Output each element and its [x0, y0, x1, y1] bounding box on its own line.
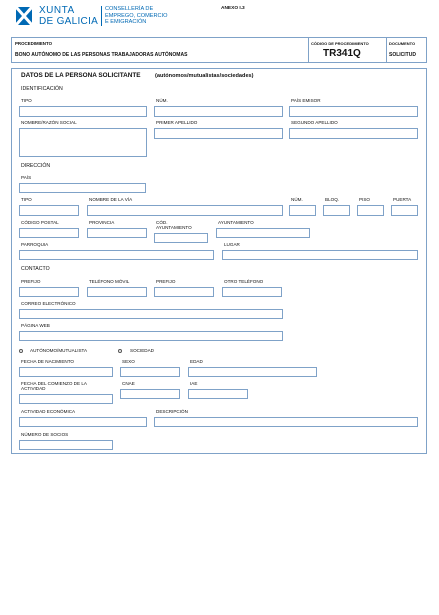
procedure-divider-1 [308, 38, 309, 62]
contacto-heading: CONTACTO [21, 266, 50, 272]
dir-pais-input[interactable] [19, 183, 146, 193]
fecha-nacimiento-label: FECHA DE NACIMIENTO [21, 359, 75, 364]
autonomo-radio[interactable] [19, 349, 23, 353]
sociedad-label: SOCIEDAD [130, 348, 154, 353]
dir-via-input[interactable] [87, 205, 283, 216]
org-name-line-2: DE GALICIA [39, 16, 99, 27]
form-title: DATOS DE LA PERSONA SOLICITANTE [21, 72, 141, 79]
edad-label: EDAD [190, 359, 203, 364]
pagina-web-label: PÁGINA WEB [21, 323, 50, 328]
descripcion-input[interactable] [154, 417, 418, 427]
sexo-label: SEXO [122, 359, 135, 364]
dir-puerta-input[interactable] [391, 205, 418, 216]
correo-input[interactable] [19, 309, 283, 319]
fecha-comienzo-input[interactable] [19, 394, 113, 404]
direccion-heading: DIRECCIÓN [21, 163, 51, 169]
form-title-note: (autónomos/mutualistas/sociedades) [155, 73, 254, 79]
fecha-comienzo-label-1: FECHA DEL COMIENZO DE LA [21, 381, 87, 386]
id-tipo-label: TIPO [21, 98, 32, 103]
edad-input[interactable] [188, 367, 317, 377]
provincia-input[interactable] [87, 228, 147, 238]
procedure-table [11, 37, 427, 63]
xunta-logo [16, 6, 176, 28]
fecha-nacimiento-input[interactable] [19, 367, 113, 377]
iae-input[interactable] [188, 389, 248, 399]
prefijo2-input[interactable] [154, 287, 214, 297]
nombre-input[interactable] [19, 128, 147, 157]
dir-bloq-label: BLOQ. [325, 197, 340, 202]
document-label: DOCUMENTO [389, 41, 416, 46]
id-num-label: NÚM. [156, 98, 168, 103]
dept-line-2: EMPREGO, COMERCIO [105, 12, 168, 19]
lugar-label: LUGAR [224, 242, 240, 247]
annex-label: ANEXO I.3 [221, 6, 245, 11]
lugar-input[interactable] [222, 250, 418, 260]
pagina-web-input[interactable] [19, 331, 283, 341]
otro-telefono-label: OTRO TELÉFONO [224, 279, 264, 284]
prefijo-label: PREFIJO [21, 279, 41, 284]
identificacion-heading: IDENTIFICACIÓN [21, 86, 63, 92]
codigo-postal-input[interactable] [19, 228, 79, 238]
prefijo-input[interactable] [19, 287, 79, 297]
dir-bloq-input[interactable] [323, 205, 350, 216]
cod-ayto-label-1: CÓD. [156, 220, 168, 225]
procedure-code-value: TR341Q [323, 48, 361, 59]
dir-tipo-input[interactable] [19, 205, 79, 216]
correo-label: CORREO ELECTRÓNICO [21, 301, 76, 306]
id-pais-emisor-input[interactable] [289, 106, 418, 117]
iae-label: IAE [190, 381, 198, 386]
logo-divider [101, 6, 102, 26]
cnae-input[interactable] [120, 389, 180, 399]
dir-via-label: NOMBRE DE LA VÍA [89, 197, 133, 202]
telefono-movil-input[interactable] [87, 287, 147, 297]
parroquia-input[interactable] [19, 250, 214, 260]
dir-tipo-label: TIPO [21, 197, 32, 202]
procedure-code-label: CÓDIGO DE PROCEDIMIENTO [311, 41, 369, 46]
dir-piso-label: PISO [359, 197, 370, 202]
primer-apellido-label: PRIMER APELLIDO [156, 120, 198, 125]
dept-line-1: CONSELLERÍA DE [105, 6, 154, 12]
dept-line-3: E EMIGRACIÓN [105, 19, 147, 25]
procedure-value: BONO AUTÓNOMO DE LAS PERSONAS TRABAJADORAS AUTÓNOMAS [15, 52, 188, 58]
id-tipo-input[interactable] [19, 106, 147, 117]
id-pais-emisor-label: PAÍS EMISOR [291, 98, 321, 103]
cod-ayto-input[interactable] [154, 233, 208, 243]
segundo-apellido-label: SEGUNDO APELLIDO [291, 120, 338, 125]
provincia-label: PROVINCIA [89, 220, 115, 225]
procedure-label: PROCEDIMIENTO [15, 41, 52, 46]
ayuntamiento-input[interactable] [216, 228, 310, 238]
codigo-postal-label: CÓDIGO POSTAL [21, 220, 59, 225]
ayuntamiento-label: AYUNTAMIENTO [218, 220, 254, 225]
telefono-movil-label: TELÉFONO MÓVIL [89, 279, 130, 284]
cod-ayto-label-2: AYUNTAMIENTO [156, 225, 192, 230]
sexo-input[interactable] [120, 367, 180, 377]
prefijo2-label: PREFIJO [156, 279, 176, 284]
dir-num-label: NÚM. [291, 197, 303, 202]
fecha-comienzo-label-2: ACTIVIDAD [21, 386, 46, 391]
descripcion-label: DESCRIPCIÓN [156, 409, 188, 414]
sociedad-radio[interactable] [118, 349, 122, 353]
nombre-label: NOMBRE/RAZÓN SOCIAL [21, 120, 77, 125]
dir-puerta-label: PUERTA [393, 197, 412, 202]
dir-pais-label: PAÍS [21, 175, 32, 180]
org-name-line-1: XUNTA [39, 5, 75, 16]
otro-telefono-input[interactable] [222, 287, 282, 297]
id-num-input[interactable] [154, 106, 283, 117]
segundo-apellido-input[interactable] [289, 128, 418, 139]
numero-socios-input[interactable] [19, 440, 113, 450]
cnae-label: CNAE [122, 381, 135, 386]
primer-apellido-input[interactable] [154, 128, 283, 139]
xunta-emblem-icon [16, 7, 32, 25]
dir-num-input[interactable] [289, 205, 316, 216]
parroquia-label: PARROQUIA [21, 242, 49, 247]
dir-piso-input[interactable] [357, 205, 384, 216]
procedure-divider-2 [386, 38, 387, 62]
document-value: SOLICITUD [389, 52, 416, 58]
autonomo-label: AUTÓNOMO/MUTUALISTA [30, 348, 88, 353]
numero-socios-label: NÚMERO DE SOCIOS [21, 432, 69, 437]
actividad-input[interactable] [19, 417, 147, 427]
actividad-label: ACTIVIDAD ECONÓMICA [21, 409, 76, 414]
